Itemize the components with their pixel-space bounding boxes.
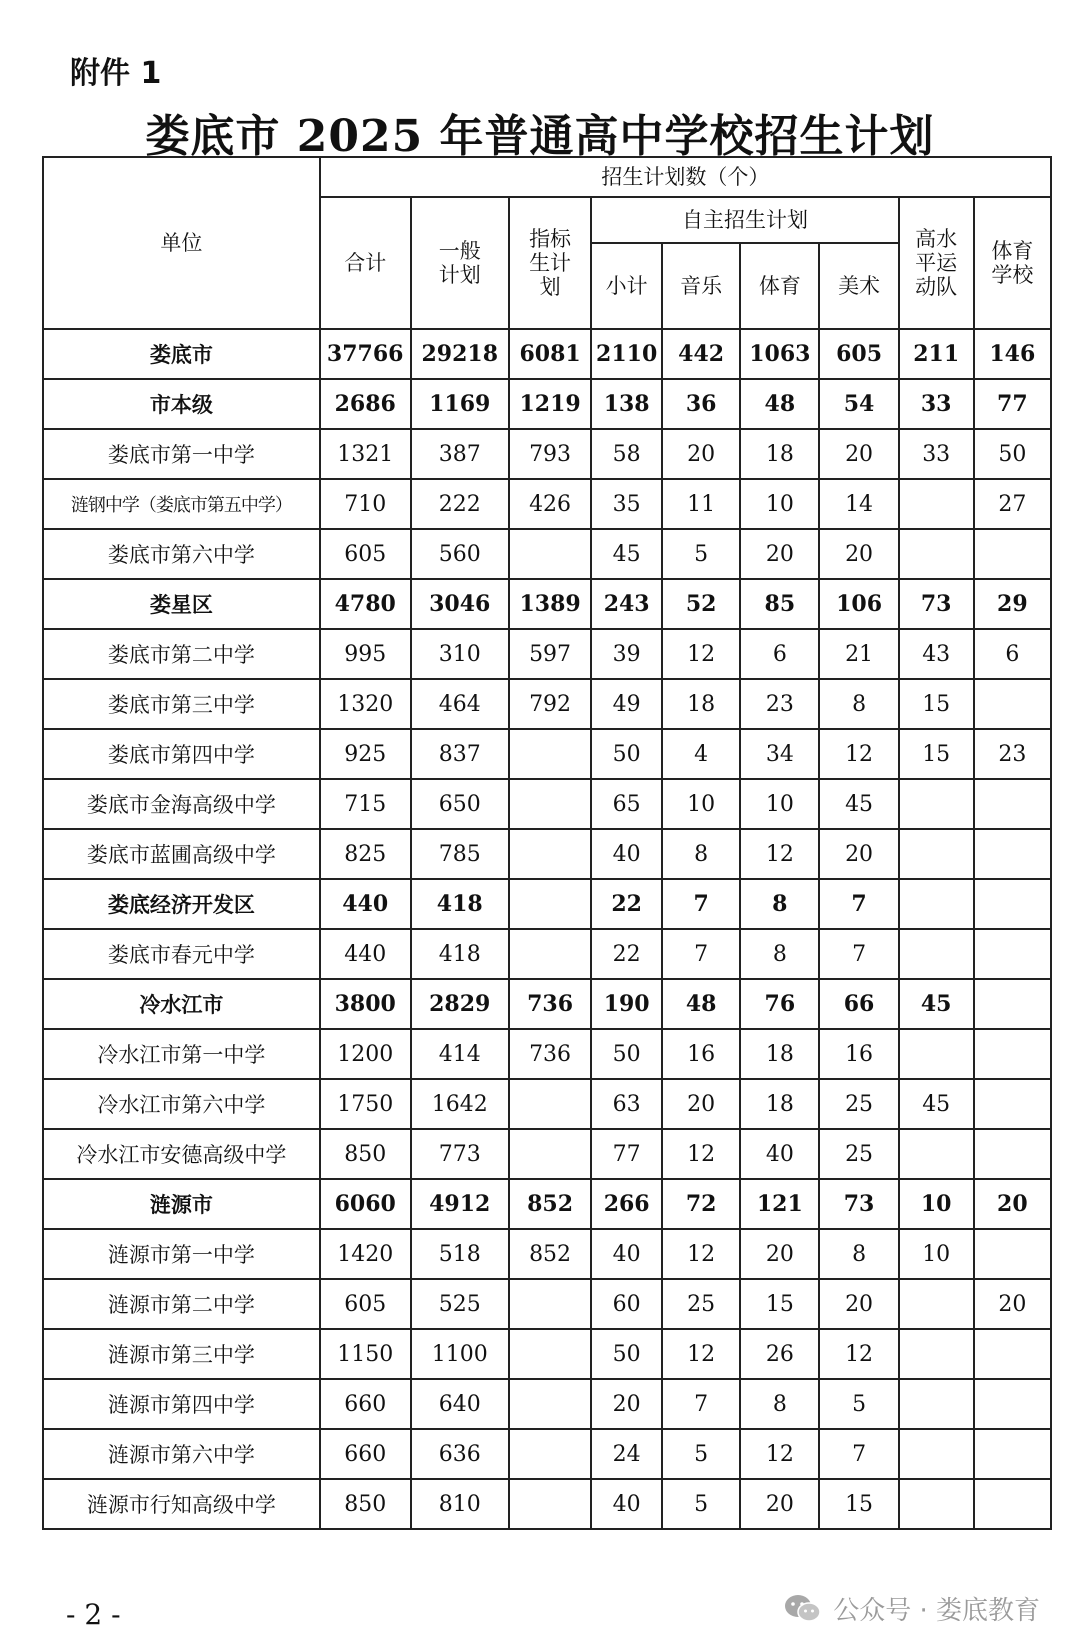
table-row [43, 929, 1051, 979]
table-row [43, 1179, 1051, 1229]
header-elite-sports [899, 197, 974, 329]
value-cell: 1320 [320, 679, 411, 729]
unit-name-cell: 娄星区 [43, 579, 320, 629]
value-cell: 106 [819, 579, 898, 629]
value-cell: 4780 [320, 579, 411, 629]
table-row [43, 629, 1051, 679]
value-cell: 14 [819, 479, 898, 529]
watermark-text: 公众号 · 娄底教育 [833, 1596, 1040, 1626]
enrollment-plan-table [42, 156, 1052, 1530]
value-cell: 49 [591, 679, 662, 729]
unit-name-cell: 涟钢中学（娄底市第五中学） [43, 479, 320, 529]
value-cell: 12 [740, 1429, 819, 1479]
value-cell: 11 [662, 479, 740, 529]
value-cell: 310 [411, 629, 509, 679]
value-cell: 426 [509, 479, 591, 529]
unit-name-cell: 冷水江市 [43, 979, 320, 1029]
value-cell: 597 [509, 629, 591, 679]
table-header [43, 157, 1051, 329]
table-row [43, 1079, 1051, 1129]
value-cell: 18 [740, 1079, 819, 1129]
table-row [43, 1279, 1051, 1329]
unit-name-cell: 娄底市第三中学 [43, 679, 320, 729]
value-cell: 20 [740, 529, 819, 579]
value-cell [509, 529, 591, 579]
value-cell [899, 1129, 974, 1179]
value-cell: 525 [411, 1279, 509, 1329]
value-cell: 12 [662, 1129, 740, 1179]
value-cell: 736 [509, 979, 591, 1029]
value-cell: 5 [662, 1429, 740, 1479]
value-cell: 50 [591, 1029, 662, 1079]
value-cell: 1321 [320, 429, 411, 479]
value-cell [974, 1229, 1051, 1279]
header-plan-count: 招生计划数（个） [320, 157, 1051, 197]
header-sports: 体育 [740, 243, 819, 329]
value-cell [899, 929, 974, 979]
value-cell: 6 [974, 629, 1051, 679]
value-cell: 10 [740, 479, 819, 529]
value-cell: 12 [662, 629, 740, 679]
value-cell [509, 1129, 591, 1179]
value-cell: 837 [411, 729, 509, 779]
value-cell: 52 [662, 579, 740, 629]
value-cell: 72 [662, 1179, 740, 1229]
header-sports-school [974, 197, 1051, 329]
table-row [43, 779, 1051, 829]
value-cell: 5 [819, 1379, 898, 1429]
value-cell: 8 [662, 829, 740, 879]
header-sports-school-text: 体育学校 [991, 238, 1034, 287]
unit-name-cell: 娄底市第一中学 [43, 429, 320, 479]
value-cell: 10 [899, 1179, 974, 1229]
value-cell: 650 [411, 779, 509, 829]
unit-name-cell: 涟源市第六中学 [43, 1429, 320, 1479]
value-cell: 850 [320, 1479, 411, 1529]
value-cell: 18 [740, 1029, 819, 1079]
value-cell: 2686 [320, 379, 411, 429]
value-cell: 20 [740, 1479, 819, 1529]
table-body [43, 329, 1051, 1529]
unit-name-cell: 冷水江市安德高级中学 [43, 1129, 320, 1179]
unit-name-cell: 涟源市第一中学 [43, 1229, 320, 1279]
header-music: 音乐 [662, 243, 740, 329]
header-arts: 美术 [819, 243, 898, 329]
value-cell: 12 [740, 829, 819, 879]
header-general [411, 197, 509, 329]
unit-name-cell: 涟源市 [43, 1179, 320, 1229]
value-cell: 6081 [509, 329, 591, 379]
value-cell: 15 [819, 1479, 898, 1529]
value-cell: 605 [320, 529, 411, 579]
value-cell: 138 [591, 379, 662, 429]
table-row [43, 679, 1051, 729]
value-cell: 40 [591, 829, 662, 879]
value-cell: 25 [662, 1279, 740, 1329]
value-cell: 73 [819, 1179, 898, 1229]
value-cell: 1150 [320, 1329, 411, 1379]
table-row [43, 729, 1051, 779]
header-quota-text: 指标生计划 [529, 226, 572, 300]
value-cell: 4 [662, 729, 740, 779]
value-cell: 418 [411, 929, 509, 979]
value-cell: 7 [662, 1379, 740, 1429]
document-title: 娄底市 2025 年普通高中学校招生计划 [145, 111, 935, 162]
value-cell: 560 [411, 529, 509, 579]
unit-name-cell: 娄底市蓝圃高级中学 [43, 829, 320, 879]
unit-name-cell: 冷水江市第一中学 [43, 1029, 320, 1079]
value-cell [974, 779, 1051, 829]
unit-name-cell: 娄底市金海高级中学 [43, 779, 320, 829]
value-cell [974, 979, 1051, 1029]
value-cell: 8 [819, 679, 898, 729]
value-cell [899, 829, 974, 879]
unit-name-cell: 市本级 [43, 379, 320, 429]
table-row [43, 1029, 1051, 1079]
value-cell: 21 [819, 629, 898, 679]
value-cell [974, 1329, 1051, 1379]
value-cell [509, 729, 591, 779]
value-cell: 518 [411, 1229, 509, 1279]
value-cell: 12 [662, 1329, 740, 1379]
value-cell: 10 [899, 1229, 974, 1279]
value-cell: 4912 [411, 1179, 509, 1229]
value-cell: 7 [662, 929, 740, 979]
attachment-label: 附件 1 [70, 56, 162, 91]
value-cell: 43 [899, 629, 974, 679]
value-cell: 23 [974, 729, 1051, 779]
value-cell [974, 829, 1051, 879]
value-cell: 243 [591, 579, 662, 629]
value-cell: 850 [320, 1129, 411, 1179]
value-cell: 146 [974, 329, 1051, 379]
value-cell: 8 [740, 1379, 819, 1429]
unit-name-cell: 娄底市第四中学 [43, 729, 320, 779]
value-cell: 387 [411, 429, 509, 479]
value-cell: 266 [591, 1179, 662, 1229]
value-cell: 20 [974, 1279, 1051, 1329]
value-cell: 45 [899, 979, 974, 1029]
table-row [43, 1479, 1051, 1529]
value-cell [974, 1429, 1051, 1479]
value-cell: 792 [509, 679, 591, 729]
value-cell: 440 [320, 929, 411, 979]
value-cell: 24 [591, 1429, 662, 1479]
value-cell: 25 [819, 1129, 898, 1179]
value-cell: 27 [974, 479, 1051, 529]
value-cell: 6 [740, 629, 819, 679]
value-cell: 50 [974, 429, 1051, 479]
value-cell: 736 [509, 1029, 591, 1079]
value-cell [899, 1379, 974, 1429]
header-quota [509, 197, 591, 329]
value-cell: 25 [819, 1079, 898, 1129]
value-cell: 20 [591, 1379, 662, 1429]
value-cell [899, 1329, 974, 1379]
value-cell [509, 1429, 591, 1479]
unit-name-cell: 娄底市 [43, 329, 320, 379]
value-cell: 660 [320, 1379, 411, 1429]
value-cell: 26 [740, 1329, 819, 1379]
header-total: 合计 [320, 197, 411, 329]
value-cell: 23 [740, 679, 819, 729]
table-row [43, 829, 1051, 879]
value-cell [509, 829, 591, 879]
table-row [43, 429, 1051, 479]
value-cell: 40 [591, 1229, 662, 1279]
value-cell: 1750 [320, 1079, 411, 1129]
value-cell [974, 929, 1051, 979]
value-cell: 63 [591, 1079, 662, 1129]
table-row [43, 329, 1051, 379]
value-cell [899, 1429, 974, 1479]
value-cell [509, 1479, 591, 1529]
unit-name-cell: 涟源市行知高级中学 [43, 1479, 320, 1529]
value-cell: 1063 [740, 329, 819, 379]
value-cell: 12 [819, 729, 898, 779]
value-cell [509, 779, 591, 829]
value-cell: 7 [819, 879, 898, 929]
header-subtotal: 小计 [591, 243, 662, 329]
value-cell: 1100 [411, 1329, 509, 1379]
value-cell: 18 [740, 429, 819, 479]
unit-name-cell: 娄底经济开发区 [43, 879, 320, 929]
value-cell [509, 1329, 591, 1379]
value-cell: 793 [509, 429, 591, 479]
value-cell: 20 [819, 829, 898, 879]
value-cell: 20 [819, 1279, 898, 1329]
value-cell: 15 [899, 729, 974, 779]
value-cell: 48 [740, 379, 819, 429]
value-cell: 414 [411, 1029, 509, 1079]
value-cell: 3800 [320, 979, 411, 1029]
table-row [43, 979, 1051, 1029]
value-cell: 636 [411, 1429, 509, 1479]
value-cell: 12 [662, 1229, 740, 1279]
unit-name-cell: 娄底市春元中学 [43, 929, 320, 979]
unit-name-cell: 涟源市第二中学 [43, 1279, 320, 1329]
value-cell [509, 1279, 591, 1329]
value-cell: 8 [740, 929, 819, 979]
value-cell: 640 [411, 1379, 509, 1429]
value-cell: 5 [662, 1479, 740, 1529]
unit-name-cell: 娄底市第六中学 [43, 529, 320, 579]
value-cell: 33 [899, 379, 974, 429]
value-cell: 40 [740, 1129, 819, 1179]
value-cell: 1642 [411, 1079, 509, 1129]
value-cell: 40 [591, 1479, 662, 1529]
value-cell: 18 [662, 679, 740, 729]
value-cell: 15 [740, 1279, 819, 1329]
value-cell: 60 [591, 1279, 662, 1329]
value-cell: 418 [411, 879, 509, 929]
unit-name-cell: 涟源市第四中学 [43, 1379, 320, 1429]
value-cell: 3046 [411, 579, 509, 629]
value-cell: 442 [662, 329, 740, 379]
value-cell [899, 1029, 974, 1079]
header-unit: 单位 [43, 157, 320, 329]
value-cell [974, 1029, 1051, 1079]
value-cell: 20 [740, 1229, 819, 1279]
value-cell [899, 1479, 974, 1529]
value-cell: 1389 [509, 579, 591, 629]
header-autonomous: 自主招生计划 [591, 197, 898, 243]
value-cell: 77 [591, 1129, 662, 1179]
value-cell: 20 [662, 1079, 740, 1129]
value-cell: 825 [320, 829, 411, 879]
value-cell: 22 [591, 929, 662, 979]
value-cell [509, 1379, 591, 1429]
value-cell: 34 [740, 729, 819, 779]
value-cell: 16 [662, 1029, 740, 1079]
value-cell: 10 [662, 779, 740, 829]
value-cell [974, 679, 1051, 729]
value-cell: 65 [591, 779, 662, 829]
value-cell: 20 [974, 1179, 1051, 1229]
value-cell [899, 1279, 974, 1329]
value-cell: 710 [320, 479, 411, 529]
value-cell: 45 [591, 529, 662, 579]
unit-name-cell: 冷水江市第六中学 [43, 1079, 320, 1129]
value-cell: 76 [740, 979, 819, 1029]
value-cell: 715 [320, 779, 411, 829]
value-cell: 35 [591, 479, 662, 529]
value-cell: 190 [591, 979, 662, 1029]
value-cell: 1420 [320, 1229, 411, 1279]
value-cell: 852 [509, 1229, 591, 1279]
value-cell: 33 [899, 429, 974, 479]
value-cell: 50 [591, 729, 662, 779]
value-cell: 16 [819, 1029, 898, 1079]
value-cell: 7 [819, 929, 898, 979]
value-cell: 22 [591, 879, 662, 929]
value-cell [509, 879, 591, 929]
value-cell: 810 [411, 1479, 509, 1529]
value-cell: 39 [591, 629, 662, 679]
value-cell: 464 [411, 679, 509, 729]
value-cell: 995 [320, 629, 411, 679]
wechat-icon [783, 1593, 823, 1625]
value-cell [974, 1479, 1051, 1529]
value-cell: 29 [974, 579, 1051, 629]
value-cell: 20 [819, 529, 898, 579]
value-cell: 773 [411, 1129, 509, 1179]
value-cell: 785 [411, 829, 509, 879]
table-row [43, 479, 1051, 529]
value-cell: 50 [591, 1329, 662, 1379]
value-cell [899, 479, 974, 529]
table-row [43, 1379, 1051, 1429]
value-cell [509, 1079, 591, 1129]
value-cell: 440 [320, 879, 411, 929]
value-cell: 852 [509, 1179, 591, 1229]
value-cell: 20 [662, 429, 740, 479]
value-cell: 1219 [509, 379, 591, 429]
value-cell: 1200 [320, 1029, 411, 1079]
value-cell [899, 879, 974, 929]
value-cell: 7 [819, 1429, 898, 1479]
value-cell: 58 [591, 429, 662, 479]
value-cell: 605 [320, 1279, 411, 1329]
value-cell: 37766 [320, 329, 411, 379]
value-cell: 7 [662, 879, 740, 929]
value-cell: 5 [662, 529, 740, 579]
header-elite-sports-text: 高水平运动队 [915, 226, 958, 300]
value-cell [974, 1079, 1051, 1129]
table-row [43, 1429, 1051, 1479]
value-cell [899, 529, 974, 579]
value-cell: 77 [974, 379, 1051, 429]
value-cell: 12 [819, 1329, 898, 1379]
table-row [43, 1129, 1051, 1179]
table-row [43, 579, 1051, 629]
value-cell [974, 879, 1051, 929]
table-row [43, 1329, 1051, 1379]
value-cell: 45 [819, 779, 898, 829]
value-cell: 8 [740, 879, 819, 929]
value-cell: 36 [662, 379, 740, 429]
header-general-text: 一般计划 [438, 238, 481, 287]
table-row [43, 1229, 1051, 1279]
value-cell: 121 [740, 1179, 819, 1229]
value-cell: 8 [819, 1229, 898, 1279]
watermark [783, 1590, 1040, 1627]
value-cell: 45 [899, 1079, 974, 1129]
value-cell: 2110 [591, 329, 662, 379]
table-row [43, 879, 1051, 929]
value-cell: 2829 [411, 979, 509, 1029]
value-cell [899, 779, 974, 829]
value-cell: 85 [740, 579, 819, 629]
table-row [43, 529, 1051, 579]
value-cell: 29218 [411, 329, 509, 379]
value-cell [974, 1379, 1051, 1429]
value-cell [974, 529, 1051, 579]
value-cell [974, 1129, 1051, 1179]
unit-name-cell: 娄底市第二中学 [43, 629, 320, 679]
value-cell: 660 [320, 1429, 411, 1479]
value-cell: 48 [662, 979, 740, 1029]
value-cell: 73 [899, 579, 974, 629]
value-cell: 10 [740, 779, 819, 829]
unit-name-cell: 涟源市第三中学 [43, 1329, 320, 1379]
value-cell [509, 929, 591, 979]
value-cell: 54 [819, 379, 898, 429]
value-cell: 605 [819, 329, 898, 379]
value-cell: 925 [320, 729, 411, 779]
value-cell: 15 [899, 679, 974, 729]
value-cell: 66 [819, 979, 898, 1029]
value-cell: 20 [819, 429, 898, 479]
value-cell: 211 [899, 329, 974, 379]
page-number: - 2 - [66, 1598, 121, 1631]
value-cell: 222 [411, 479, 509, 529]
table-row [43, 379, 1051, 429]
value-cell: 6060 [320, 1179, 411, 1229]
value-cell: 1169 [411, 379, 509, 429]
